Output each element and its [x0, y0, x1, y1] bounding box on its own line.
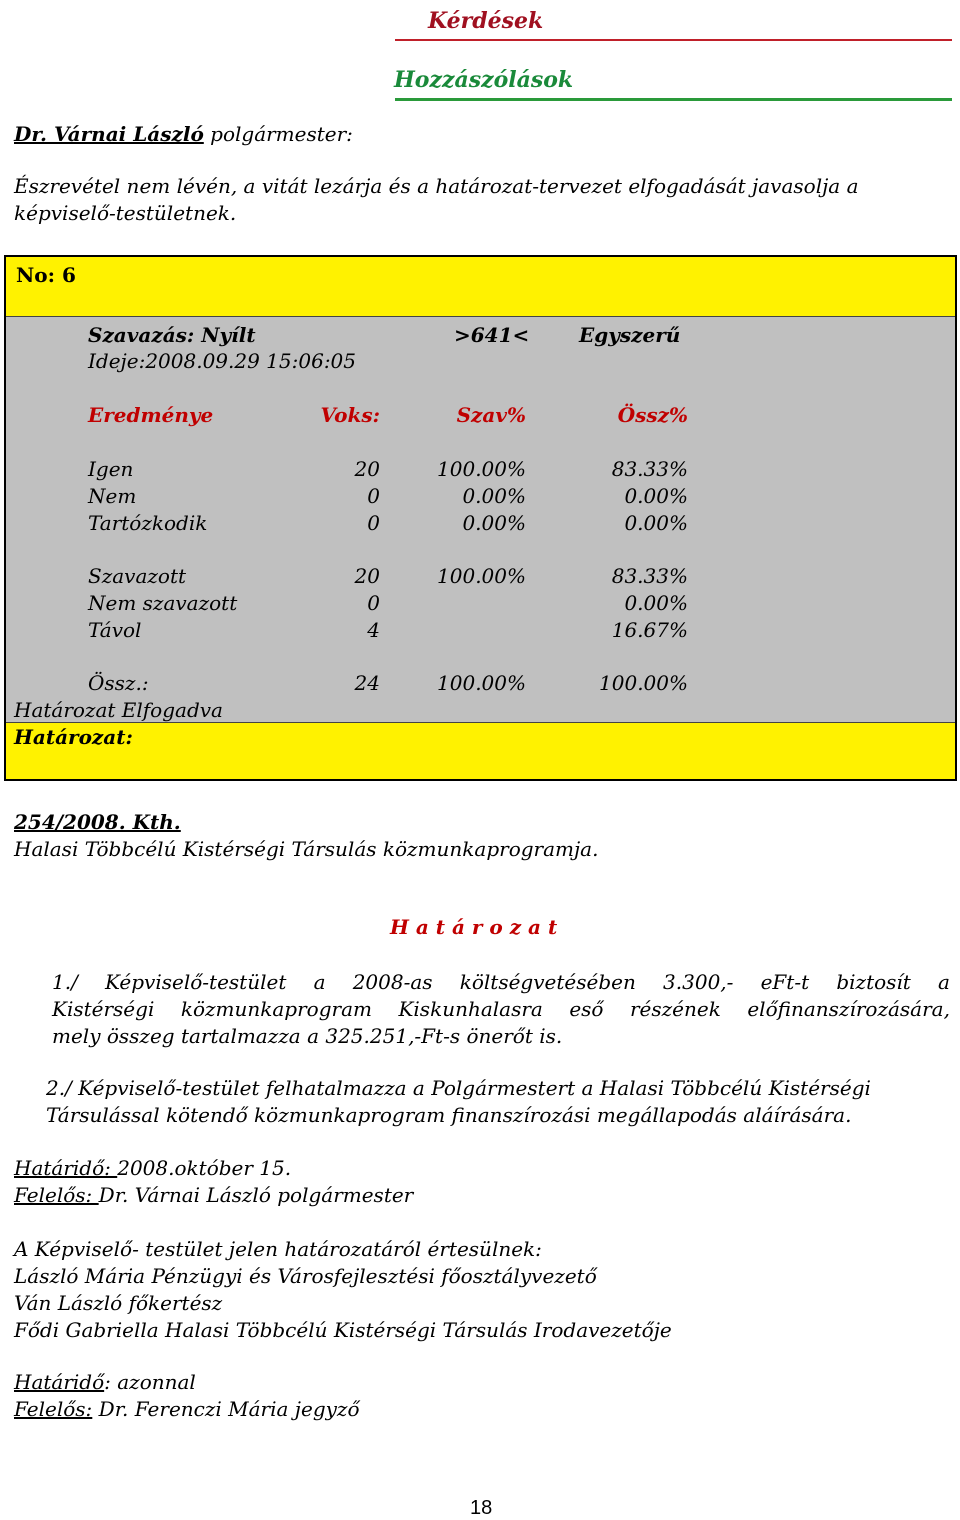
- responsible-line: [14, 1183, 413, 1207]
- row-label: Távol: [88, 618, 142, 642]
- word: eFt-t: [760, 970, 810, 994]
- word: a: [938, 970, 950, 994]
- row-ossz: 0.00%: [624, 591, 688, 615]
- word: előfinanszírozására,: [747, 997, 950, 1021]
- decision-point-1-line-3: mely összeg tartalmazza a 325.251,-Ft-s önerőt is.: [52, 1024, 563, 1048]
- decision-point-2-line-2: Társulással kötendő közmunkaprogram finanszírozási megállapodás aláírására.: [46, 1103, 852, 1127]
- word: részének: [629, 997, 721, 1021]
- col-header-szav: Szav%: [456, 403, 526, 427]
- deadline2-label: Határidő: [14, 1370, 105, 1394]
- vote-time: Ideje:2008.09.29 15:06:05: [88, 349, 357, 373]
- vote-type: Szavazás: Nyílt: [88, 323, 256, 347]
- responsible-label: Felelős:: [14, 1183, 99, 1207]
- deadline2-value: : azonnal: [104, 1370, 196, 1394]
- deadline2-line: [14, 1370, 196, 1394]
- vote-code: >641<: [454, 323, 530, 347]
- row-ossz: 100.00%: [599, 671, 688, 695]
- divider-green: [395, 98, 952, 101]
- section-title-hozzaszolasok: Hozzászólások: [394, 67, 574, 93]
- row-voks: 0: [367, 591, 380, 615]
- responsible2-value: Dr. Ferenczi Mária jegyző: [92, 1397, 360, 1421]
- row-voks: 4: [367, 618, 380, 642]
- deadline-label: Határidő:: [14, 1156, 118, 1180]
- row-ossz: 16.67%: [611, 618, 688, 642]
- vote-details-panel: [6, 316, 955, 723]
- decision-point-1-line-2: [52, 997, 950, 1021]
- word: biztosít: [836, 970, 911, 994]
- word: 2008-as: [352, 970, 433, 994]
- page-number: 18: [470, 1497, 493, 1519]
- notify-item: Fődi Gabriella Halasi Többcélú Kistérségi Társulás Irodavezetője: [14, 1318, 672, 1342]
- row-szav: 100.00%: [437, 457, 526, 481]
- row-voks: 0: [367, 511, 380, 535]
- row-label: Szavazott: [88, 564, 187, 588]
- row-ossz: 83.33%: [611, 457, 688, 481]
- word: Kistérségi: [52, 997, 155, 1021]
- row-voks: 20: [354, 457, 380, 481]
- notify-item: Ván László főkertész: [14, 1291, 223, 1315]
- deadline-value: 2008.október 15.: [117, 1156, 292, 1180]
- row-label: Össz.:: [88, 671, 149, 695]
- vote-result-box: [4, 255, 957, 781]
- row-szav: 0.00%: [462, 484, 526, 508]
- section-title-kerdesek: Kérdések: [428, 8, 544, 34]
- row-voks: 0: [367, 484, 380, 508]
- notify-heading: A Képviselő- testület jelen határozatáról értesülnek:: [14, 1237, 542, 1261]
- decision-point-1-line-1: [52, 970, 950, 994]
- row-szav: 100.00%: [437, 671, 526, 695]
- word: Képviselő-testület: [105, 970, 287, 994]
- col-header-voks: Voks:: [320, 403, 380, 427]
- row-label: Nem szavazott: [88, 591, 238, 615]
- row-label: Nem: [88, 484, 137, 508]
- word: Kiskunhalasra: [398, 997, 543, 1021]
- word: 3.300,-: [663, 970, 734, 994]
- word: költségvetésében: [459, 970, 636, 994]
- decision-subject: Halasi Többcélú Kistérségi Társulás közmunkaprogramja.: [14, 837, 599, 861]
- word: közmunkaprogram: [180, 997, 372, 1021]
- notify-item: László Mária Pénzügyi és Városfejlesztési főosztályvezető: [14, 1264, 597, 1288]
- row-ossz: 83.33%: [611, 564, 688, 588]
- row-szav: 100.00%: [437, 564, 526, 588]
- word: eső: [569, 997, 604, 1021]
- decision-point-2-line-1: 2./ Képviselő-testület felhatalmazza a Polgármestert a Halasi Többcélú Kistérségi: [46, 1076, 871, 1100]
- responsible-value: Dr. Várnai László polgármester: [98, 1183, 414, 1207]
- speaker-line: [14, 122, 353, 146]
- vote-mode: Egyszerű: [579, 323, 681, 347]
- row-ossz: 0.00%: [624, 511, 688, 535]
- decision-number: 254/2008. Kth.: [14, 810, 181, 834]
- divider-red: [395, 39, 952, 41]
- row-voks: 24: [354, 671, 380, 695]
- speaker-title: polgármester:: [210, 122, 353, 146]
- col-header-result: Eredménye: [88, 403, 214, 427]
- word: 1./: [52, 970, 78, 994]
- row-ossz: 0.00%: [624, 484, 688, 508]
- row-voks: 20: [354, 564, 380, 588]
- hatarozat-label: Határozat:: [14, 725, 133, 749]
- col-header-ossz: Össz%: [617, 403, 688, 427]
- row-szav: 0.00%: [462, 511, 526, 535]
- responsible2-label: Felelős:: [14, 1397, 93, 1421]
- intro-line-1: Észrevétel nem lévén, a vitát lezárja és a határozat-tervezet elfogadását javasolja a: [14, 174, 859, 198]
- speaker-name: Dr. Várnai László: [14, 122, 204, 146]
- vote-outcome: Határozat Elfogadva: [14, 698, 223, 722]
- responsible2-line: [14, 1397, 360, 1421]
- word: a: [313, 970, 326, 994]
- row-label: Igen: [88, 457, 134, 481]
- row-label: Tartózkodik: [88, 511, 208, 535]
- decision-heading: H a t á r o z a t: [390, 915, 558, 939]
- vote-number: No: 6: [16, 263, 76, 287]
- deadline-line: [14, 1156, 291, 1180]
- intro-line-2: képviselő-testületnek.: [14, 201, 237, 225]
